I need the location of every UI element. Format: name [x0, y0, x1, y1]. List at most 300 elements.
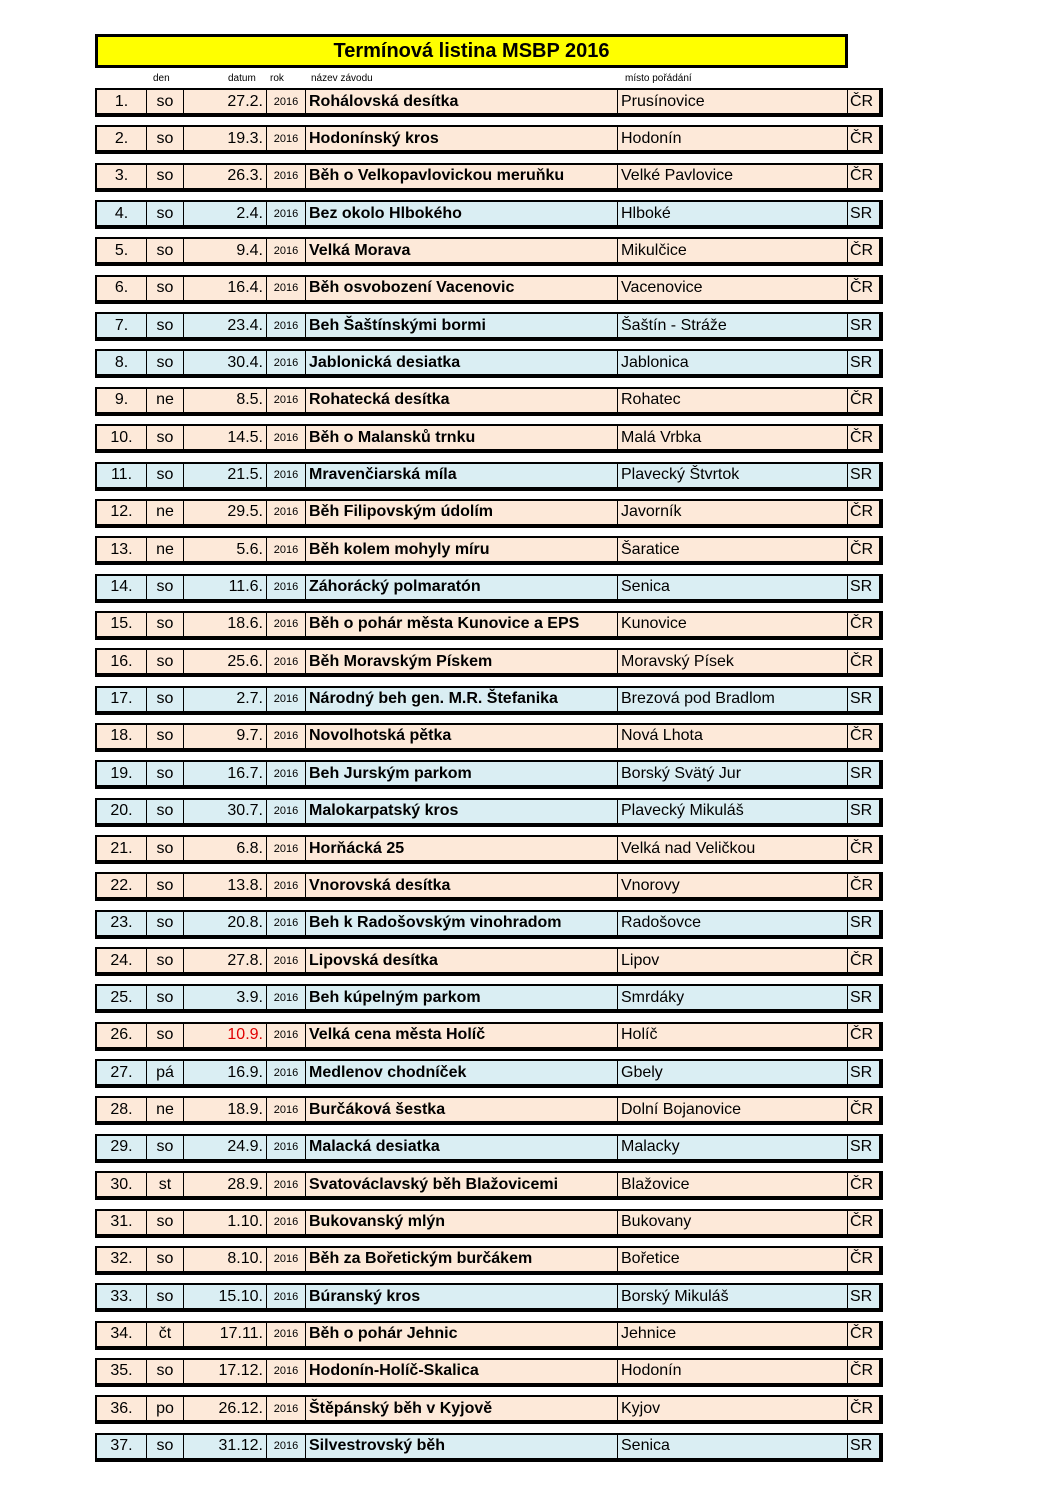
race-country: ČR	[850, 391, 874, 409]
table-row	[95, 1433, 883, 1462]
race-name: Beh Šaštínskými bormi	[306, 314, 618, 337]
race-year: 2016	[267, 1024, 306, 1047]
race-country: ČR	[850, 951, 874, 969]
race-number: 3.	[97, 165, 147, 188]
race-country: ČR	[850, 129, 874, 147]
race-day: so	[147, 1435, 184, 1458]
table-row	[95, 947, 883, 976]
race-country: ČR	[850, 428, 874, 446]
race-year: 2016	[267, 874, 306, 897]
race-country: ČR	[850, 1362, 874, 1380]
race-year: 2016	[267, 1435, 306, 1458]
race-year: 2016	[267, 538, 306, 561]
race-date: 16.7.	[184, 762, 267, 785]
race-year: 2016	[267, 986, 306, 1009]
race-place: Velké Pavlovice	[618, 165, 848, 188]
race-year: 2016	[267, 837, 306, 860]
table-row	[95, 424, 883, 453]
race-date: 10.9.	[184, 1024, 267, 1047]
race-year: 2016	[267, 762, 306, 785]
race-number: 7.	[97, 314, 147, 337]
race-name: Běh o pohár města Kunovice a EPS	[306, 613, 618, 636]
table-row	[95, 1022, 883, 1051]
race-year: 2016	[267, 426, 306, 449]
race-name: Velká cena města Holíč	[306, 1024, 618, 1047]
race-date: 26.3.	[184, 165, 267, 188]
race-number: 34.	[97, 1323, 147, 1346]
race-date: 30.4.	[184, 351, 267, 374]
race-place: Radošovce	[618, 912, 848, 935]
race-number: 2.	[97, 127, 147, 150]
race-day: so	[147, 688, 184, 711]
race-country: SR	[850, 1437, 873, 1455]
race-name: Malokarpatský kros	[306, 800, 618, 823]
race-name: Běh o Malansků trnku	[306, 426, 618, 449]
race-country: ČR	[850, 279, 874, 297]
race-day: so	[147, 1211, 184, 1234]
race-day: pá	[147, 1061, 184, 1084]
race-year: 2016	[267, 800, 306, 823]
race-name: Beh kúpelným parkom	[306, 986, 618, 1009]
race-year: 2016	[267, 127, 306, 150]
table-row	[95, 1209, 883, 1238]
race-name: Rohálovská desítka	[306, 90, 618, 113]
race-year: 2016	[267, 277, 306, 300]
table-row	[95, 1283, 883, 1312]
race-name: Silvestrovský běh	[306, 1435, 618, 1458]
race-country: ČR	[850, 1250, 874, 1268]
table-row	[95, 349, 883, 378]
race-year: 2016	[267, 464, 306, 487]
race-country: ČR	[850, 540, 874, 558]
race-number: 10.	[97, 426, 147, 449]
race-country: SR	[850, 988, 873, 1006]
race-place: Borský Mikuláš	[618, 1285, 848, 1308]
table-row	[95, 574, 883, 603]
race-number: 24.	[97, 949, 147, 972]
race-name: Běh kolem mohyly míru	[306, 538, 618, 561]
race-name: Běh Moravským Pískem	[306, 650, 618, 673]
race-place: Malá Vrbka	[618, 426, 848, 449]
race-name: Běh za Bořetickým burčákem	[306, 1248, 618, 1271]
race-name: Mravenčiarská míla	[306, 464, 618, 487]
race-name: Búranský kros	[306, 1285, 618, 1308]
table-row	[95, 1246, 883, 1275]
table-row	[95, 88, 883, 117]
race-date: 23.4.	[184, 314, 267, 337]
race-date: 11.6.	[184, 576, 267, 599]
race-date: 31.12.	[184, 1435, 267, 1458]
race-place: Plavecký Mikuláš	[618, 800, 848, 823]
race-day: so	[147, 426, 184, 449]
race-date: 19.3.	[184, 127, 267, 150]
race-name: Běh o Velkopavlovickou meruňku	[306, 165, 618, 188]
race-place: Borský Svätý Jur	[618, 762, 848, 785]
race-date: 16.9.	[184, 1061, 267, 1084]
race-name: Beh k Radošovským vinohradom	[306, 912, 618, 935]
race-date: 27.2.	[184, 90, 267, 113]
race-year: 2016	[267, 725, 306, 748]
race-day: ne	[147, 538, 184, 561]
race-country: SR	[850, 1138, 873, 1156]
race-name: Malacká desiatka	[306, 1136, 618, 1159]
race-country: SR	[850, 690, 873, 708]
race-day: so	[147, 762, 184, 785]
table-row	[95, 872, 883, 901]
race-day: so	[147, 277, 184, 300]
race-day: so	[147, 314, 184, 337]
race-number: 19.	[97, 762, 147, 785]
race-name: Záhorácký polmaratón	[306, 576, 618, 599]
race-number: 16.	[97, 650, 147, 673]
race-date: 5.6.	[184, 538, 267, 561]
race-number: 28.	[97, 1098, 147, 1121]
race-number: 26.	[97, 1024, 147, 1047]
table-row	[95, 686, 883, 715]
table-row	[95, 910, 883, 939]
race-country: SR	[850, 204, 873, 222]
table-row	[95, 723, 883, 752]
race-day: ne	[147, 501, 184, 524]
race-place: Smrdáky	[618, 986, 848, 1009]
table-row	[95, 200, 883, 229]
race-date: 21.5.	[184, 464, 267, 487]
race-date: 18.6.	[184, 613, 267, 636]
race-day: so	[147, 90, 184, 113]
race-country: SR	[850, 764, 873, 782]
race-place: Jablonica	[618, 351, 848, 374]
race-place: Jehnice	[618, 1323, 848, 1346]
race-day: so	[147, 949, 184, 972]
race-day: so	[147, 127, 184, 150]
race-day: ne	[147, 389, 184, 412]
table-row	[95, 1395, 883, 1424]
race-year: 2016	[267, 1136, 306, 1159]
race-day: so	[147, 239, 184, 262]
table-row	[95, 611, 883, 640]
table-row	[95, 163, 883, 192]
race-country: SR	[850, 1063, 873, 1081]
race-number: 9.	[97, 389, 147, 412]
race-number: 14.	[97, 576, 147, 599]
race-place: Šaratice	[618, 538, 848, 561]
race-country: ČR	[850, 1026, 874, 1044]
race-place: Senica	[618, 576, 848, 599]
race-number: 18.	[97, 725, 147, 748]
race-place: Hodonín	[618, 127, 848, 150]
table-row	[95, 1134, 883, 1163]
race-date: 30.7.	[184, 800, 267, 823]
race-place: Hlboké	[618, 202, 848, 225]
race-name: Jablonická desiatka	[306, 351, 618, 374]
race-name: Národný beh gen. M.R. Štefanika	[306, 688, 618, 711]
race-date: 20.8.	[184, 912, 267, 935]
race-year: 2016	[267, 1173, 306, 1196]
race-country: ČR	[850, 92, 874, 110]
table-row	[95, 798, 883, 827]
race-place: Rohatec	[618, 389, 848, 412]
race-day: so	[147, 725, 184, 748]
race-country: ČR	[850, 1175, 874, 1193]
race-date: 17.11.	[184, 1323, 267, 1346]
race-number: 37.	[97, 1435, 147, 1458]
race-name: Lipovská desítka	[306, 949, 618, 972]
race-number: 5.	[97, 239, 147, 262]
race-place: Hodonín	[618, 1360, 848, 1383]
race-date: 1.10.	[184, 1211, 267, 1234]
race-date: 26.12.	[184, 1397, 267, 1420]
race-year: 2016	[267, 314, 306, 337]
race-place: Bukovany	[618, 1211, 848, 1234]
race-name: Hodonínský kros	[306, 127, 618, 150]
race-place: Brezová pod Bradlom	[618, 688, 848, 711]
race-number: 11.	[97, 464, 147, 487]
race-place: Vnorovy	[618, 874, 848, 897]
race-year: 2016	[267, 688, 306, 711]
race-place: Holíč	[618, 1024, 848, 1047]
race-country: ČR	[850, 241, 874, 259]
race-year: 2016	[267, 351, 306, 374]
table-row	[95, 1321, 883, 1350]
race-number: 33.	[97, 1285, 147, 1308]
race-day: so	[147, 464, 184, 487]
table-row	[95, 499, 883, 528]
race-place: Dolní Bojanovice	[618, 1098, 848, 1121]
race-day: so	[147, 874, 184, 897]
race-day: po	[147, 1397, 184, 1420]
race-date: 3.9.	[184, 986, 267, 1009]
race-name: Bukovanský mlýn	[306, 1211, 618, 1234]
race-country: ČR	[850, 167, 874, 185]
race-country: ČR	[850, 839, 874, 857]
race-place: Gbely	[618, 1061, 848, 1084]
race-date: 16.4.	[184, 277, 267, 300]
race-day: so	[147, 613, 184, 636]
race-day: čt	[147, 1323, 184, 1346]
race-date: 9.4.	[184, 239, 267, 262]
race-year: 2016	[267, 576, 306, 599]
race-name: Běh Filipovským údolím	[306, 501, 618, 524]
race-place: Šaštín - Stráže	[618, 314, 848, 337]
table-row	[95, 648, 883, 677]
header-place: místo pořádání	[625, 73, 692, 84]
race-year: 2016	[267, 650, 306, 673]
race-place: Mikulčice	[618, 239, 848, 262]
race-name: Rohatecká desítka	[306, 389, 618, 412]
race-number: 30.	[97, 1173, 147, 1196]
race-name: Běh o pohár Jehnic	[306, 1323, 618, 1346]
race-number: 22.	[97, 874, 147, 897]
race-date: 14.5.	[184, 426, 267, 449]
table-row	[95, 237, 883, 266]
race-country: SR	[850, 578, 873, 596]
race-name: Štěpánský běh v Kyjově	[306, 1397, 618, 1420]
race-name: Medlenov chodníček	[306, 1061, 618, 1084]
race-place: Lipov	[618, 949, 848, 972]
table-row	[95, 387, 883, 416]
race-day: so	[147, 800, 184, 823]
race-number: 36.	[97, 1397, 147, 1420]
race-year: 2016	[267, 1285, 306, 1308]
race-place: Senica	[618, 1435, 848, 1458]
race-date: 18.9.	[184, 1098, 267, 1121]
race-number: 21.	[97, 837, 147, 860]
race-name: Hodonín-Holíč-Skalica	[306, 1360, 618, 1383]
race-year: 2016	[267, 613, 306, 636]
race-number: 29.	[97, 1136, 147, 1159]
race-date: 13.8.	[184, 874, 267, 897]
race-number: 6.	[97, 277, 147, 300]
table-row	[95, 536, 883, 565]
header-year: rok	[270, 73, 284, 84]
table-row	[95, 125, 883, 154]
table-row	[95, 1358, 883, 1387]
race-year: 2016	[267, 501, 306, 524]
header-name: název závodu	[311, 73, 373, 84]
race-place: Blažovice	[618, 1173, 848, 1196]
race-name: Běh osvobození Vacenovic	[306, 277, 618, 300]
table-row	[95, 835, 883, 864]
race-year: 2016	[267, 1061, 306, 1084]
race-day: so	[147, 165, 184, 188]
race-date: 27.8.	[184, 949, 267, 972]
race-day: so	[147, 576, 184, 599]
race-place: Moravský Písek	[618, 650, 848, 673]
table-row	[95, 1171, 883, 1200]
race-name: Horňácká 25	[306, 837, 618, 860]
race-day: so	[147, 912, 184, 935]
race-day: so	[147, 986, 184, 1009]
race-country: SR	[850, 316, 873, 334]
race-country: ČR	[850, 1399, 874, 1417]
race-number: 17.	[97, 688, 147, 711]
race-number: 32.	[97, 1248, 147, 1271]
race-date: 8.10.	[184, 1248, 267, 1271]
race-day: ne	[147, 1098, 184, 1121]
table-row	[95, 1059, 883, 1088]
race-year: 2016	[267, 1397, 306, 1420]
race-place: Vacenovice	[618, 277, 848, 300]
race-day: so	[147, 202, 184, 225]
page-title: Termínová listina MSBP 2016	[95, 34, 848, 68]
race-place: Prusínovice	[618, 90, 848, 113]
race-number: 15.	[97, 613, 147, 636]
race-year: 2016	[267, 202, 306, 225]
race-date: 15.10.	[184, 1285, 267, 1308]
race-country: SR	[850, 802, 873, 820]
table-row	[95, 275, 883, 304]
header-date: datum	[228, 73, 256, 84]
race-day: so	[147, 351, 184, 374]
race-place: Javorník	[618, 501, 848, 524]
race-day: so	[147, 837, 184, 860]
race-date: 28.9.	[184, 1173, 267, 1196]
race-date: 8.5.	[184, 389, 267, 412]
race-name: Velká Morava	[306, 239, 618, 262]
race-place: Kyjov	[618, 1397, 848, 1420]
race-name: Vnorovská desítka	[306, 874, 618, 897]
race-number: 23.	[97, 912, 147, 935]
race-day: so	[147, 1248, 184, 1271]
race-number: 35.	[97, 1360, 147, 1383]
race-country: ČR	[850, 727, 874, 745]
race-year: 2016	[267, 949, 306, 972]
race-date: 6.8.	[184, 837, 267, 860]
race-day: st	[147, 1173, 184, 1196]
race-year: 2016	[267, 1211, 306, 1234]
race-year: 2016	[267, 1098, 306, 1121]
race-number: 1.	[97, 90, 147, 113]
table-row	[95, 760, 883, 789]
race-name: Svatováclavský běh Blažovicemi	[306, 1173, 618, 1196]
race-country: ČR	[850, 1213, 874, 1230]
race-day: so	[147, 1285, 184, 1308]
race-year: 2016	[267, 1248, 306, 1271]
race-year: 2016	[267, 389, 306, 412]
race-name: Burčáková šestka	[306, 1098, 618, 1121]
race-place: Nová Lhota	[618, 725, 848, 748]
race-number: 4.	[97, 202, 147, 225]
race-number: 31.	[97, 1211, 147, 1234]
race-name: Bez okolo Hlbokého	[306, 202, 618, 225]
race-country: SR	[850, 914, 873, 932]
race-date: 17.12.	[184, 1360, 267, 1383]
table-row	[95, 312, 883, 341]
race-number: 27.	[97, 1061, 147, 1084]
race-day: so	[147, 1024, 184, 1047]
race-name: Beh Jurským parkom	[306, 762, 618, 785]
race-place: Kunovice	[618, 613, 848, 636]
race-place: Bořetice	[618, 1248, 848, 1271]
race-day: so	[147, 1360, 184, 1383]
race-place: Malacky	[618, 1136, 848, 1159]
race-place: Plavecký Štvrtok	[618, 464, 848, 487]
race-number: 12.	[97, 501, 147, 524]
race-number: 13.	[97, 538, 147, 561]
race-country: SR	[850, 466, 873, 483]
table-row	[95, 1096, 883, 1125]
race-country: ČR	[850, 652, 874, 670]
race-country: ČR	[850, 1100, 874, 1118]
race-country: ČR	[850, 503, 874, 521]
race-day: so	[147, 650, 184, 673]
race-date: 2.7.	[184, 688, 267, 711]
race-date: 29.5.	[184, 501, 267, 524]
race-date: 9.7.	[184, 725, 267, 748]
race-year: 2016	[267, 165, 306, 188]
race-country: ČR	[850, 615, 874, 633]
race-year: 2016	[267, 90, 306, 113]
race-country: SR	[850, 353, 873, 371]
race-number: 20.	[97, 800, 147, 823]
race-year: 2016	[267, 1323, 306, 1346]
race-number: 8.	[97, 351, 147, 374]
race-name: Novolhotská pětka	[306, 725, 618, 748]
header-day: den	[153, 73, 170, 84]
race-place: Velká nad Veličkou	[618, 837, 848, 860]
race-country: ČR	[850, 876, 874, 894]
table-row	[95, 462, 883, 491]
race-country: ČR	[850, 1325, 874, 1343]
race-date: 2.4.	[184, 202, 267, 225]
race-year: 2016	[267, 1360, 306, 1383]
table-row	[95, 984, 883, 1013]
race-day: so	[147, 1136, 184, 1159]
race-date: 25.6.	[184, 650, 267, 673]
race-country: SR	[850, 1287, 873, 1305]
race-date: 24.9.	[184, 1136, 267, 1159]
race-year: 2016	[267, 239, 306, 262]
